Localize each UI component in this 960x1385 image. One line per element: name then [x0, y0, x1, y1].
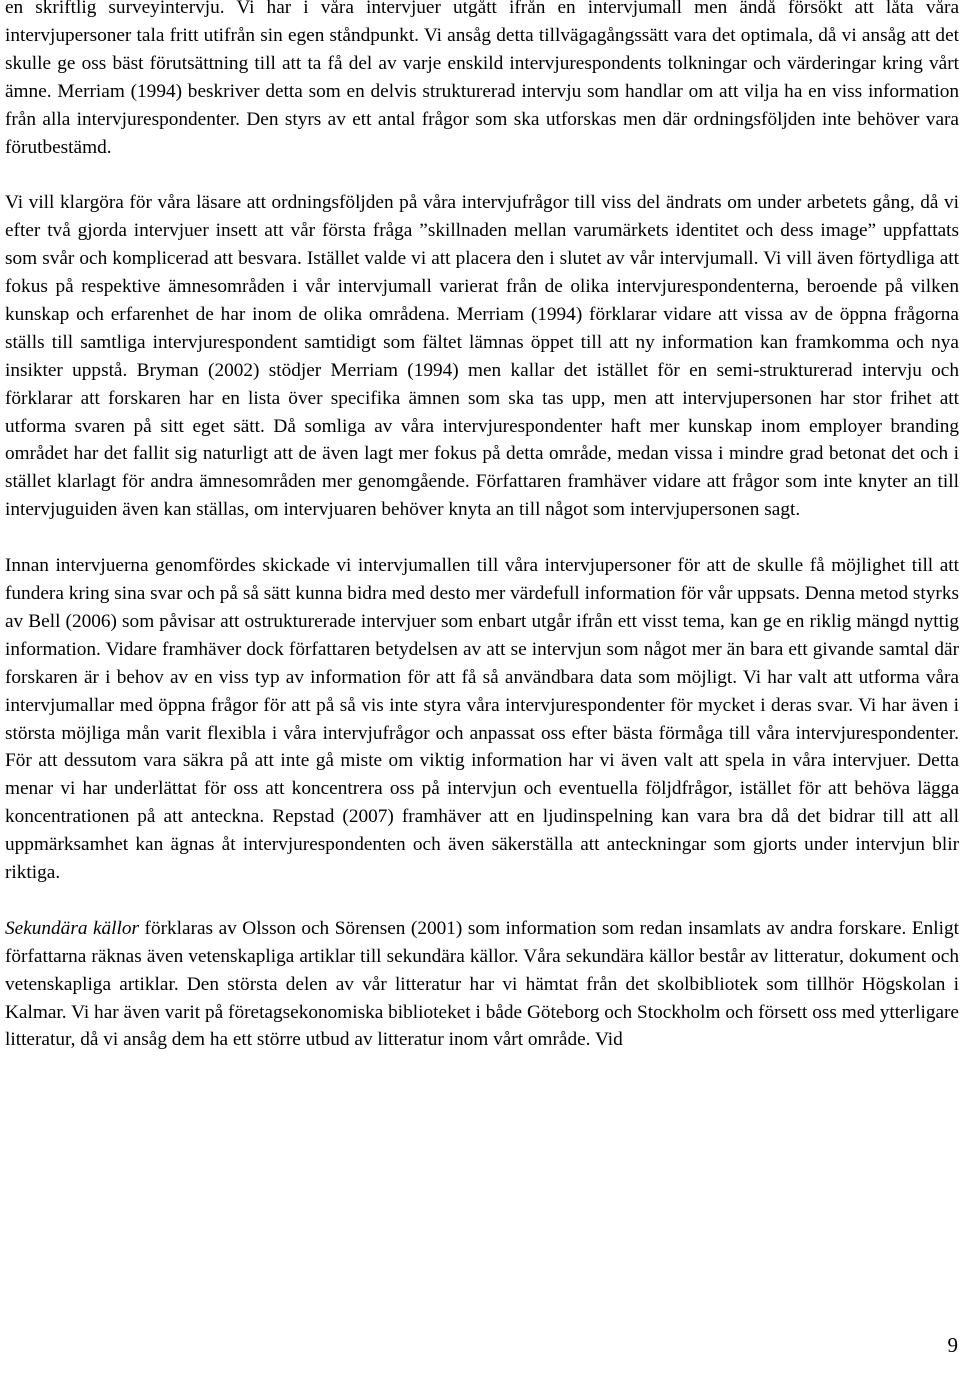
paragraph-interview-preparation	[5, 552, 959, 887]
paragraph-interview-method	[5, 0, 959, 161]
paragraph-text: Innan intervjuerna genomfördes skickade vi intervjumallen till våra intervjupersoner för att de skulle få möjlighet till att fundera kring sina svar och på så sätt kunna bidra med desto mer värdefull information för vår uppsats. Denna metod styrks av Bell (2006) som påvisar att ostrukturerade intervjuer som enbart utgår ifrån ett visst tema, kan ge en riklig mängd nyttig information. Vidare framhäver dock författaren betydelsen av att se intervjun som något mer än bara ett givande samtal där forskaren är i behov av en viss typ av information för att få så användbara data som möjligt. Vi har valt att utforma våra intervjumallar med öppna frågor för att på så vis inte styra våra intervjurespondenter för mycket i deras svar. Vi har även i största möjliga mån varit flexibla i våra intervjufrågor och anpassat oss efter bästa förmåga till våra intervjurespondenter. För att dessutom vara säkra på att inte gå miste om viktig information har vi även valt att spela in våra intervjuer. Detta menar vi har underlättat för oss att koncentrera oss på intervjun och eventuella följdfrågor, istället för att behöva lägga koncentrationen på att anteckna. Repstad (2007) framhäver att en ljudinspelning kan vara bra då det bidrar till att all uppmärksamhet kan ägnas åt intervjurespondenten och även säkerställa att anteckningar som gjorts under intervjun blir riktiga.	[5, 555, 959, 884]
page-number: 9	[947, 1333, 958, 1357]
paragraph-text: en skriftlig surveyintervju. Vi har i våra intervjuer utgått ifrån en intervjumall men ändå försökt att låta våra intervjupersoner tala fritt utifrån sin egen ståndpunkt. Vi ansåg detta tillvägagångssätt vara det optimala, då vi ansåg att det skulle ge oss bäst förutsättning till att ta få del av varje enskild intervjurespondents tolkningar och värderingar kring vårt ämne. Merriam (1994) beskriver detta som en delvis strukturerad intervju som handlar om att vilja ha en viss information från alla intervjurespondenter. Den styrs av ett antal frågor som ska utforskas men där ordningsföljden inte behöver vara förutbestämd.	[5, 0, 959, 158]
term-secondary-sources: Sekundära källor	[5, 917, 140, 939]
document-page	[5, 0, 959, 1054]
paragraph-text: Vi vill klargöra för våra läsare att ordningsföljden på våra intervjufrågor till viss del ändrats om under arbetets gång, då vi efter två gjorda intervjuer insett att vår första fråga ”skillnaden mellan varumärkets identitet och dess image” uppfattats som svår och komplicerad att besvara. Istället valde vi att placera den i slutet av vår intervjumall. Vi vill även förtydliga att fokus på respektive ämnesområden i vår intervjumall varierat från de olika intervjurespondenterna, beroende på vilken kunskap och erfarenhet de har inom de olika områdena. Merriam (1994) förklarar vidare att vissa av de öppna frågorna ställs till samtliga intervjurespondent samtidigt som fältet lämnas öppet till att ny information kan framkomma och nya insikter uppstå. Bryman (2002) stödjer Merriam (1994) men kallar det istället för en semi-strukturerad intervju och förklarar att forskaren har en lista över specifika ämnen som ska tas upp, men att intervjupersonen har stor frihet att utforma svaren på sitt eget sätt. Då somliga av våra intervjurespondenter haft mer kunskap inom employer branding området har det fallit sig naturligt att de även lagt mer fokus på detta område, medan vissa i mindre grad betonat det och i stället klarlagt för andra ämnesområden mer genomgående. Författaren framhäver vidare att frågor som inte knyter an till intervjuguiden även kan ställas, om intervjuaren behöver knyta an till något som intervjupersonen sagt.	[5, 192, 959, 521]
paragraph-secondary-sources	[5, 915, 959, 1055]
paragraph-text: förklaras av Olsson och Sörensen (2001) som information som redan insamlats av andra forskare. Enligt författarna räknas även vetenskapliga artiklar till sekundära källor. Våra sekundära källor består av litteratur, dokument och vetenskapliga artiklar. Den största delen av vår litteratur har vi hämtat från det skolbibliotek som tillhör Högskolan i Kalmar. Vi har även varit på företagsekonomiska biblioteket i både Göteborg och Stockholm och försett oss med ytterligare litteratur, då vi ansåg dem ha ett större utbud av litteratur inom vårt område. Vid	[5, 917, 959, 1051]
paragraph-question-order	[5, 189, 959, 524]
